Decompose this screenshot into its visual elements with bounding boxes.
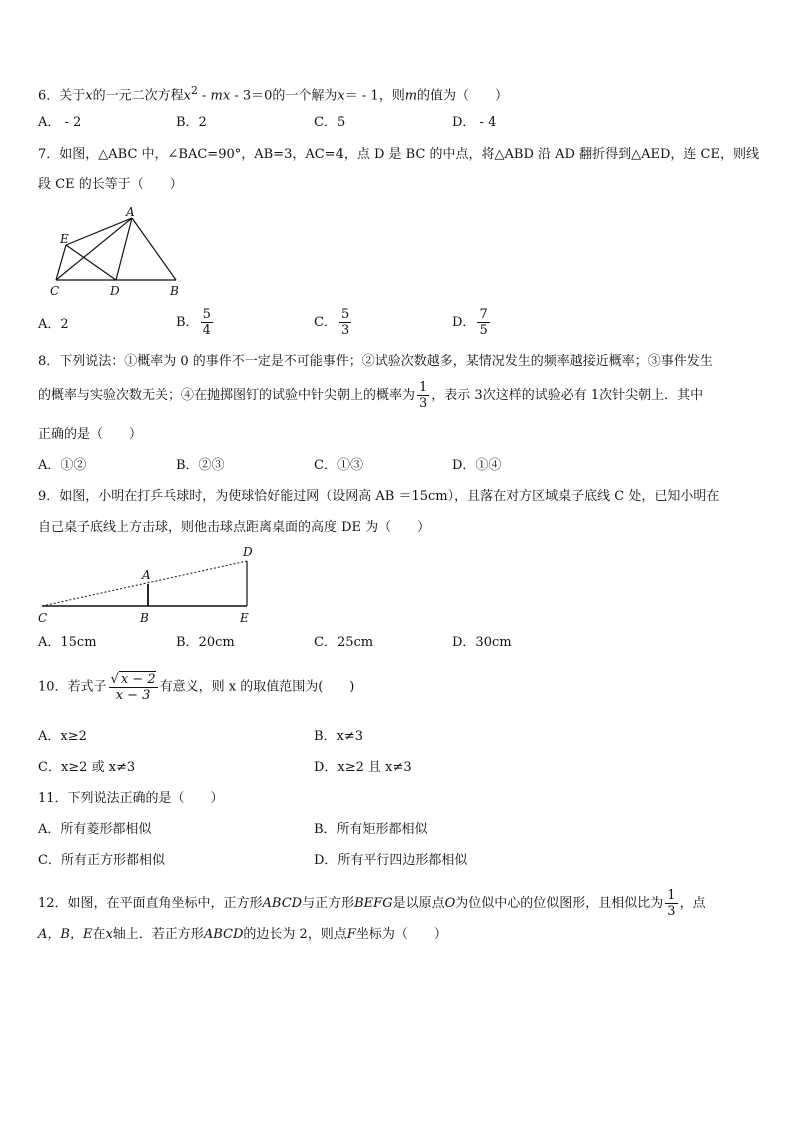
q8-option-a[interactable]: A．①② xyxy=(38,458,87,473)
q7-label-b: B xyxy=(170,284,179,298)
fraction-numerator: 1 xyxy=(667,888,676,903)
q12-text: 坐标为（ ） xyxy=(355,927,447,942)
q6-text: 的值为（ ） xyxy=(417,88,509,104)
fraction-denominator: 5 xyxy=(479,323,488,338)
q6-option-a[interactable]: A． - 2 xyxy=(38,115,82,130)
option-prefix: B． xyxy=(176,315,199,330)
q6-eq: mx xyxy=(210,88,231,104)
q6-eq: - 3＝0的一个解为 xyxy=(230,88,338,104)
q6-eq: - xyxy=(197,88,211,104)
fraction-numerator: √ x − 2 xyxy=(110,672,156,687)
q6-var: x xyxy=(337,88,345,104)
q10-option-b[interactable]: B．x≠3 xyxy=(314,729,364,744)
q12-text: 是以原点 xyxy=(392,896,445,911)
q6-stem xyxy=(38,82,508,105)
q7-option-c[interactable] xyxy=(314,307,353,338)
q10-stem xyxy=(38,671,354,703)
q9-option-d[interactable]: D．30cm xyxy=(452,635,512,650)
q6-text: 6．关于 xyxy=(38,88,86,104)
q8-text: 的概率与实验次数无关；④在抛掷图钉的试验中针尖朝上的概率为 xyxy=(38,388,416,403)
sqrt-radicand: x − 2 xyxy=(120,672,156,687)
q8-text: ，表示 3次这样的试验必有 1次针尖朝上．其中 xyxy=(431,388,704,403)
q6-option-b[interactable]: B．2 xyxy=(176,115,207,130)
q9-option-b[interactable]: B．20cm xyxy=(176,635,235,650)
q12-fraction xyxy=(665,888,677,919)
q12-var: ABCD xyxy=(262,896,303,911)
q9-stem-line2: 自己桌子底线上方击球，则他击球点距离桌面的高度 DE 为（ ） xyxy=(38,520,431,535)
q12-stem-line2 xyxy=(38,926,447,944)
fraction-numerator: 1 xyxy=(419,380,428,395)
fraction-denominator: 3 xyxy=(419,396,428,411)
q7-label-c: C xyxy=(50,284,60,298)
q6-var: m xyxy=(404,88,418,104)
q9-table-figure xyxy=(36,542,266,626)
q12-text: 为位似中心的位似图形，且相似比为 xyxy=(455,896,664,911)
option-prefix: D． xyxy=(452,315,476,330)
q6-text: 的一元二次方程 xyxy=(92,88,184,104)
fraction-numerator: 5 xyxy=(340,307,350,322)
fraction-numerator: 5 xyxy=(202,307,211,322)
option-fraction xyxy=(477,307,489,338)
q10-option-d[interactable]: D．x≥2 且 x≠3 xyxy=(314,760,412,775)
q9-label-d: D xyxy=(243,545,253,559)
q6-text: ＝ - 1，则 xyxy=(344,88,405,104)
q10-option-a[interactable]: A．x≥2 xyxy=(38,729,87,744)
q8-stem-line1: 8．下列说法：①概率为 0 的事件不一定是不可能事件；②试验次数越多，某情况发生的频率越接近概率；③事件发生 xyxy=(38,354,713,369)
fraction-denominator: 3 xyxy=(340,323,350,338)
q8-stem-line2 xyxy=(38,380,703,411)
q7-stem-line1: 7．如图，△ABC 中，∠BAC=90°，AB=3，AC=4，点 D 是 BC 的中点，将△ABD 沿 AD 翻折得到△AED，连 CE，则线 xyxy=(38,147,759,162)
q9-label-b: B xyxy=(140,611,149,625)
q12-text: 与正方形 xyxy=(302,896,355,911)
q9-option-a[interactable]: A．15cm xyxy=(38,635,97,650)
q7-option-b[interactable] xyxy=(176,307,215,338)
q6-exponent: 2 xyxy=(190,84,198,97)
q6-option-d[interactable]: D． - 4 xyxy=(452,115,497,130)
q12-text: 12．如图，在平面直角坐标中，正方形 xyxy=(38,896,263,911)
q7-option-d[interactable] xyxy=(452,307,492,338)
q7-label-d: D xyxy=(110,284,120,298)
q6-eq: x xyxy=(183,88,191,104)
q12-text: ，点 xyxy=(679,896,706,911)
q8-option-d[interactable]: D．①④ xyxy=(452,458,502,473)
q12-text: 轴上．若正方形 xyxy=(112,927,204,942)
q12-var: O xyxy=(444,896,456,911)
q11-option-c[interactable]: C．所有正方形都相似 xyxy=(38,853,165,868)
q11-option-d[interactable]: D．所有平行四边形都相似 xyxy=(314,853,468,868)
q9-label-a: A xyxy=(142,568,151,582)
q8-fraction xyxy=(417,380,429,411)
q9-label-e: E xyxy=(240,611,249,625)
q12-var: A，B，E xyxy=(38,927,93,942)
q10-fraction xyxy=(109,671,158,703)
fraction-denominator: 3 xyxy=(667,904,676,919)
fraction-denominator: x − 3 xyxy=(115,688,151,703)
q7-option-a[interactable] xyxy=(38,316,69,334)
q12-stem-line1 xyxy=(38,888,706,919)
fraction-denominator: 4 xyxy=(202,323,211,338)
q7-label-a: A xyxy=(126,205,135,219)
q7-label-e: E xyxy=(60,232,69,246)
q12-var: x xyxy=(105,927,113,942)
option-fraction xyxy=(339,307,351,338)
option-prefix: A． xyxy=(38,317,61,332)
q12-var: BEFG xyxy=(354,896,393,911)
q12-var: ABCD xyxy=(203,927,244,942)
q6-var: x xyxy=(85,88,93,104)
q8-option-b[interactable]: B．②③ xyxy=(176,458,225,473)
q9-option-c[interactable]: C．25cm xyxy=(314,635,374,650)
q12-var: F xyxy=(346,927,356,942)
q11-stem: 11．下列说法正确的是（ ） xyxy=(38,791,224,806)
q12-text: 在 xyxy=(92,927,106,942)
q9-label-c: C xyxy=(38,611,48,625)
q7-stem-line2: 段 CE 的长等于（ ） xyxy=(38,177,183,192)
q9-stem-line1: 9．如图，小明在打乒乓球时，为使球恰好能过网（设网高 AB ＝15cm），且落在对方区域桌子底线 C 处，已知小明在 xyxy=(38,489,720,504)
q10-text: 有意义，则 x 的取值范围为( ) xyxy=(159,679,355,695)
q12-text: 的边长为 2，则点 xyxy=(243,927,347,942)
q6-option-c[interactable]: C．5 xyxy=(314,115,346,130)
q10-option-c[interactable]: C．x≥2 或 x≠3 xyxy=(38,760,136,775)
q11-option-a[interactable]: A．所有菱形都相似 xyxy=(38,822,152,837)
q7-triangle-figure xyxy=(40,203,190,299)
q8-stem-line3: 正确的是（ ） xyxy=(38,427,143,442)
q10-text: 10．若式子 xyxy=(38,679,107,695)
fraction-numerator: 7 xyxy=(479,307,488,322)
option-prefix: C． xyxy=(314,315,337,330)
option-value: 2 xyxy=(60,317,69,332)
option-fraction xyxy=(201,307,213,338)
q11-option-b[interactable]: B．所有矩形都相似 xyxy=(314,822,428,837)
q8-option-c[interactable]: C．①③ xyxy=(314,458,363,473)
